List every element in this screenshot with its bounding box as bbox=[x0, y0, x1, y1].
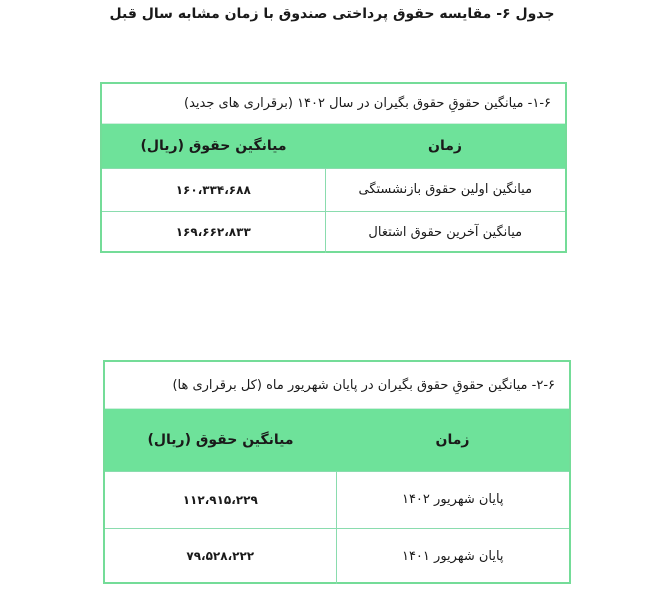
table-caption: ۱-۶- میانگین حقوقِ حقوق بگیران در سال ۱۴۰۲ (برقراری های جدید) bbox=[102, 84, 565, 124]
cell-average-salary: ۱۶۰،۳۳۴،۶۸۸ bbox=[175, 182, 251, 197]
cell-average-salary: ۱۶۹،۶۶۲،۸۳۳ bbox=[175, 225, 251, 240]
cell-time: پایان شهریور ۱۴۰۱ bbox=[336, 529, 570, 585]
table-row bbox=[105, 528, 569, 585]
cell-time: میانگین اولین حقوق بازنشستگی bbox=[325, 169, 565, 211]
cell-average-salary: ۱۱۲،۹۱۵،۲۲۹ bbox=[182, 492, 258, 507]
header-average-salary: میانگین حقوق (ریال) bbox=[147, 432, 294, 448]
document-title: جدول ۶- مقایسه حقوق پرداختی صندوق با زمان مشابه سال قبل bbox=[109, 6, 555, 22]
cell-average-salary: ۷۹،۵۲۸،۲۲۲ bbox=[186, 549, 255, 564]
table-header-row bbox=[102, 124, 565, 168]
header-time: زمان bbox=[435, 432, 470, 448]
table-caption: ۲-۶- میانگین حقوقِ حقوق بگیران در پایان شهریور ماه (کل برقراری ها) bbox=[105, 362, 569, 409]
cell-time: میانگین آخرین حقوق اشتغال bbox=[325, 212, 565, 254]
header-time: زمان bbox=[428, 138, 462, 154]
table-row bbox=[105, 471, 569, 528]
cell-time: پایان شهریور ۱۴۰۲ bbox=[336, 472, 570, 528]
header-average-salary: میانگین حقوق (ریال) bbox=[140, 138, 287, 154]
table-row bbox=[102, 211, 565, 254]
table-row bbox=[102, 168, 565, 211]
table-header-row bbox=[105, 409, 569, 471]
table-end-of-shahrivar bbox=[103, 360, 571, 584]
table-new-retirements-1402 bbox=[100, 82, 567, 253]
